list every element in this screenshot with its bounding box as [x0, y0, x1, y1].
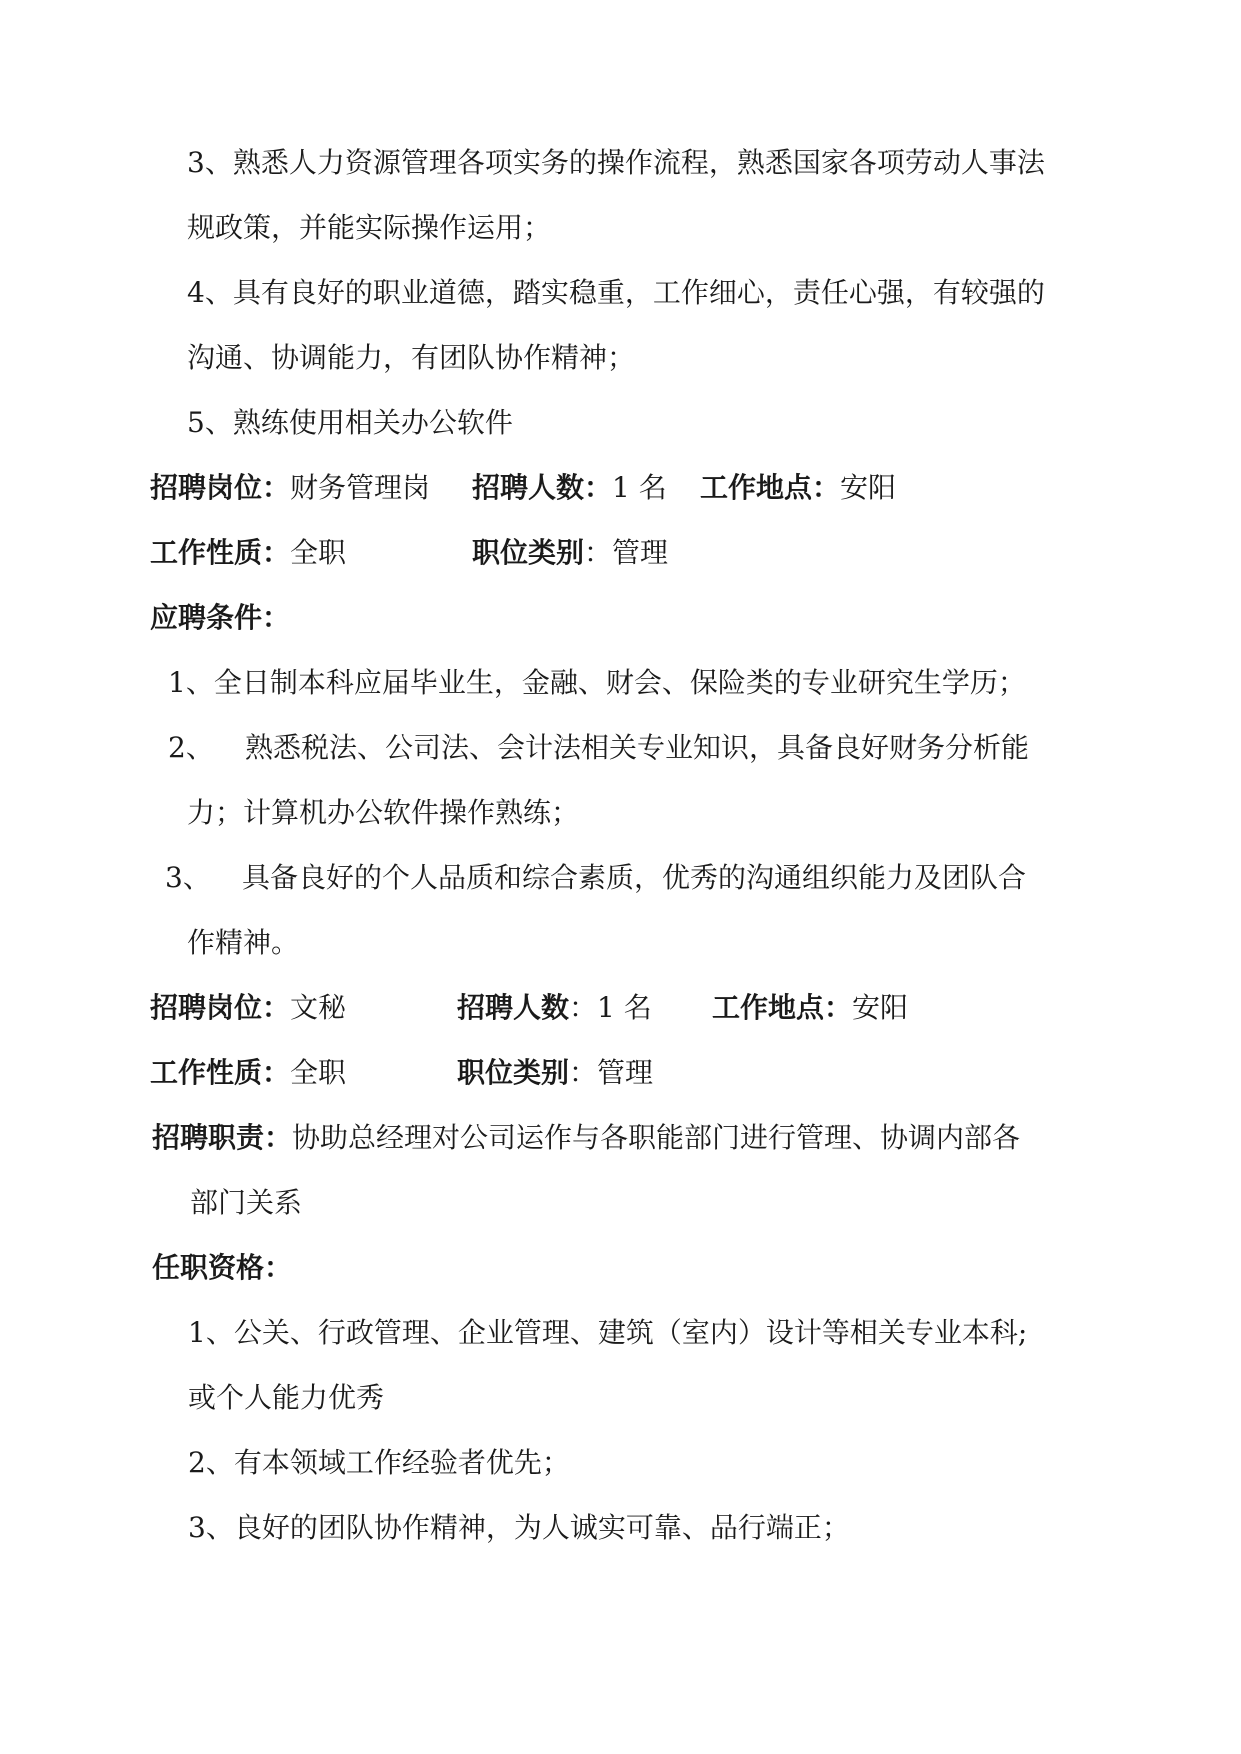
secretary-count-value: ：1 名: [569, 991, 652, 1024]
finance-requirement-3-num: 3、: [165, 861, 211, 894]
finance-requirement-1: 1、全日制本科应届毕业生，金融、财会、保险类的专业研究生学历；: [168, 666, 1026, 699]
finance-post-label: 招聘岗位：: [150, 471, 291, 504]
secretary-duty-row: [152, 1118, 1020, 1158]
secretary-nature-value: 全职: [290, 1056, 347, 1089]
secretary-qualification-2: 2、有本领域工作经验者优先；: [188, 1446, 570, 1479]
finance-requirements-heading: 应聘条件：: [150, 601, 291, 634]
secretary-qualification-1-line-2: 或个人能力优秀: [188, 1381, 385, 1414]
secretary-post-row: [150, 988, 346, 1028]
secretary-location-label: 工作地点：: [712, 991, 853, 1024]
finance-location-value: 安阳: [840, 471, 897, 504]
secretary-qualifications-heading: 任职资格：: [152, 1251, 293, 1284]
secretary-duty-line-1: 协助总经理对公司运作与各职能部门进行管理、协调内部各: [292, 1121, 1021, 1154]
requirement-item-3-line-1: 3、熟悉人力资源管理各项实务的操作流程，熟悉国家各项劳动人事法: [187, 146, 1045, 179]
secretary-post-label: 招聘岗位：: [150, 991, 291, 1024]
finance-post-value: 财务管理岗: [290, 471, 431, 504]
secretary-category-value: ：管理: [569, 1056, 654, 1089]
finance-count-value: 1 名: [612, 471, 667, 504]
finance-category-label: 职位类别: [472, 536, 585, 569]
secretary-post-value: 文秘: [290, 991, 347, 1024]
requirement-item-4-line-2: 沟通、协调能力，有团队协作精神；: [187, 341, 636, 374]
secretary-category-row: [457, 1053, 653, 1093]
finance-requirement-2-num: 2、: [168, 731, 214, 764]
secretary-nature-row: [150, 1053, 346, 1093]
finance-nature-label: 工作性质：: [150, 536, 291, 569]
requirement-item-4-line-1: 4、具有良好的职业道德，踏实稳重，工作细心，责任心强，有较强的: [187, 276, 1045, 309]
secretary-category-label: 职位类别: [457, 1056, 570, 1089]
finance-post-row: [150, 468, 430, 508]
finance-category-row: [472, 533, 668, 573]
finance-requirement-2-line-2: 力；计算机办公软件操作熟练；: [187, 796, 580, 829]
finance-requirement-3-line-2: 作精神。: [187, 926, 300, 959]
finance-requirement-3-line-1: 具备良好的个人品质和综合素质，优秀的沟通组织能力及团队合: [242, 861, 1027, 894]
finance-nature-row: [150, 533, 346, 573]
requirement-item-5: 5、熟练使用相关办公软件: [187, 406, 513, 439]
secretary-duty-line-2: 部门关系: [190, 1186, 303, 1219]
finance-location-row: [700, 468, 896, 508]
secretary-qualification-3: 3、良好的团队协作精神，为人诚实可靠、品行端正；: [188, 1511, 850, 1544]
secretary-nature-label: 工作性质：: [150, 1056, 291, 1089]
finance-category-value: ：管理: [584, 536, 669, 569]
secretary-location-value: 安阳: [852, 991, 909, 1024]
finance-count-row: [472, 468, 667, 508]
finance-requirement-2-line-1: 熟悉税法、公司法、会计法相关专业知识，具备良好财务分析能: [245, 731, 1030, 764]
requirement-item-3-line-2: 规政策，并能实际操作运用；: [187, 211, 552, 244]
finance-count-label: 招聘人数：: [472, 471, 613, 504]
secretary-location-row: [712, 988, 908, 1028]
secretary-duty-label: 招聘职责：: [152, 1121, 293, 1154]
secretary-count-row: [457, 988, 652, 1028]
secretary-count-label: 招聘人数: [457, 991, 570, 1024]
finance-location-label: 工作地点：: [700, 471, 841, 504]
secretary-qualification-1-line-1: 1、公关、行政管理、企业管理、建筑（室内）设计等相关专业本科;: [188, 1316, 1028, 1349]
finance-nature-value: 全职: [290, 536, 347, 569]
